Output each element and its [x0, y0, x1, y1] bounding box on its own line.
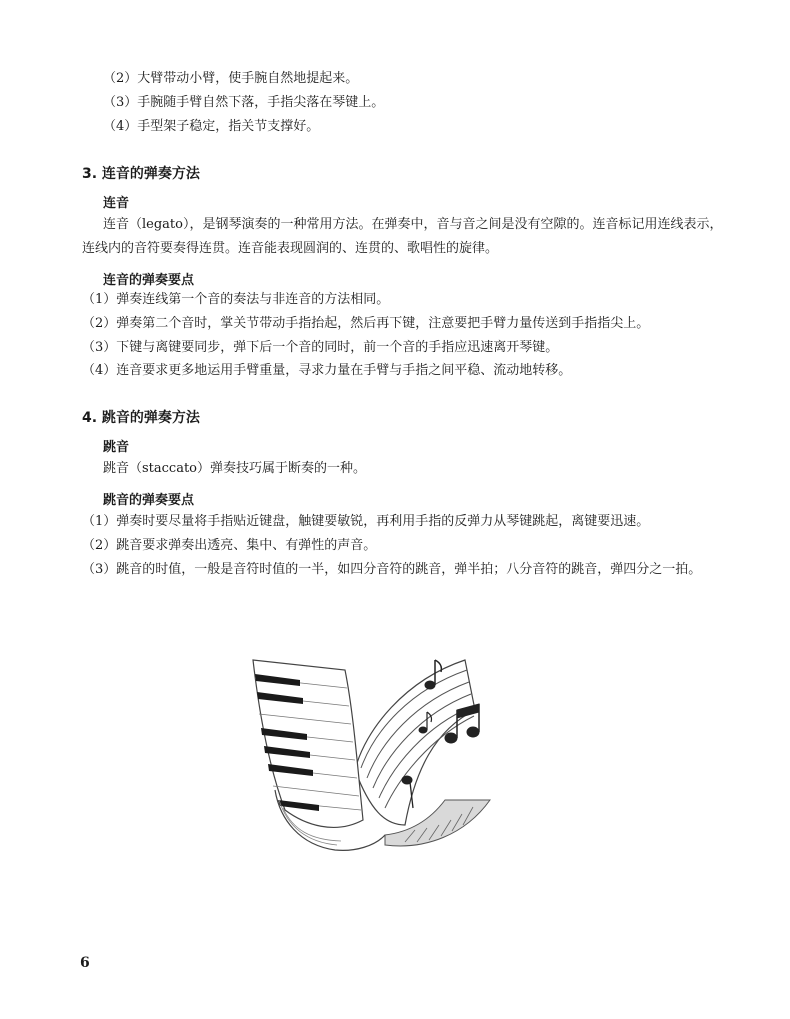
legato-point-3: （3）下键与离键要同步，弹下后一个音的同时，前一个音的手指应迅速离开琴键。 [82, 340, 559, 355]
staccato-paragraph: 跳音（staccato）弹奏技巧属于断奏的一种。 [103, 461, 367, 476]
step-3-text: （3）手腕随手臂自然下落，手指尖落在琴键上。 [103, 95, 385, 110]
section-4-heading: 4. 跳音的弹奏方法 [82, 410, 200, 426]
legato-paragraph-line-1: 连音（legato），是钢琴演奏的一种常用方法。在弹奏中，音与音之间是没有空隙的。连音标记用连线表示， [103, 217, 723, 232]
page-number: 6 [80, 955, 90, 971]
legato-point-2: （2）弹奏第二个音时，掌关节带动手指抬起，然后再下键，注意要把手臂力量传送到手指指尖上。 [82, 316, 650, 331]
staccato-subheading: 跳音 [103, 440, 130, 455]
staccato-point-1: （1）弹奏时要尽量将手指贴近键盘，触键要敏锐，再利用手指的反弹力从琴键跳起，离键要迅速。 [82, 514, 650, 529]
staccato-points-subheading: 跳音的弹奏要点 [103, 493, 195, 508]
staccato-point-2: （2）跳音要求弹奏出透亮、集中、有弹性的声音。 [82, 538, 377, 553]
section-3-heading: 3. 连音的弹奏方法 [82, 166, 200, 182]
step-2-text: （2）大臂带动小臂，使手腕自然地提起来。 [103, 71, 359, 86]
step-4-text: （4）手型架子稳定，指关节支撑好。 [103, 119, 320, 134]
legato-point-4: （4）连音要求更多地运用手臂重量，寻求力量在手臂与手指之间平稳、流动地转移。 [82, 363, 572, 378]
piano-and-music-notes-illustration [245, 650, 505, 869]
legato-point-1: （1）弹奏连线第一个音的奏法与非连音的方法相同。 [82, 292, 390, 307]
legato-subheading: 连音 [103, 196, 130, 211]
staccato-point-3: （3）跳音的时值，一般是音符时值的一半，如四分音符的跳音，弹半拍；八分音符的跳音，弹四分之一拍。 [82, 562, 702, 577]
legato-points-subheading: 连音的弹奏要点 [103, 273, 195, 288]
legato-paragraph-line-2: 连线内的音符要奏得连贯。连音能表现圆润的、连贯的、歌唱性的旋律。 [82, 241, 499, 256]
